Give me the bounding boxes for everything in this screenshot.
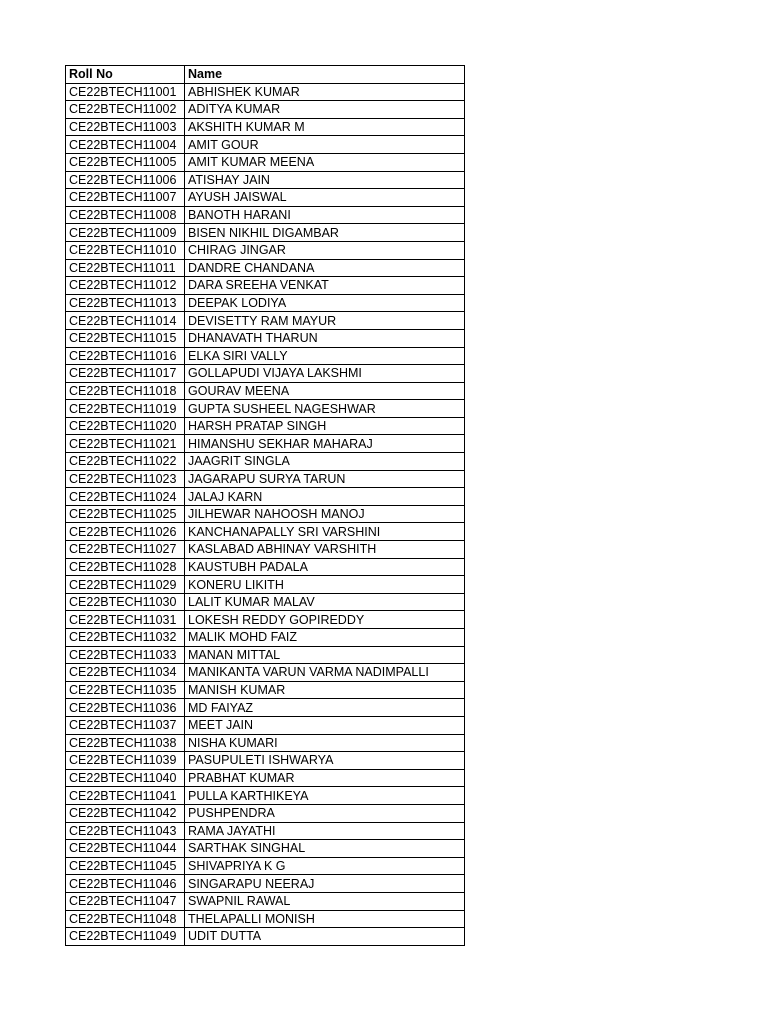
roll-no-cell: CE22BTECH11049 [66, 928, 185, 946]
roll-no-cell: CE22BTECH11018 [66, 382, 185, 400]
name-cell: NISHA KUMARI [185, 734, 465, 752]
roll-no-cell: CE22BTECH11045 [66, 857, 185, 875]
name-cell: MANISH KUMAR [185, 681, 465, 699]
table-row [66, 752, 465, 770]
name-cell: DEEPAK LODIYA [185, 294, 465, 312]
name-cell: JALAJ KARN [185, 488, 465, 506]
table-row [66, 417, 465, 435]
roll-no-cell: CE22BTECH11014 [66, 312, 185, 330]
table-row [66, 118, 465, 136]
name-cell: DEVISETTY RAM MAYUR [185, 312, 465, 330]
table-row [66, 629, 465, 647]
roll-no-cell: CE22BTECH11017 [66, 365, 185, 383]
table-row [66, 189, 465, 207]
name-cell: MEET JAIN [185, 716, 465, 734]
table-row [66, 277, 465, 295]
roll-no-cell: CE22BTECH11028 [66, 558, 185, 576]
table-row [66, 453, 465, 471]
roll-no-cell: CE22BTECH11041 [66, 787, 185, 805]
name-cell: AYUSH JAISWAL [185, 189, 465, 207]
name-cell: GUPTA SUSHEEL NAGESHWAR [185, 400, 465, 418]
name-cell: SARTHAK SINGHAL [185, 840, 465, 858]
name-cell: DANDRE CHANDANA [185, 259, 465, 277]
name-cell: DHANAVATH THARUN [185, 329, 465, 347]
table-row [66, 382, 465, 400]
name-cell: AKSHITH KUMAR M [185, 118, 465, 136]
name-cell: RAMA JAYATHI [185, 822, 465, 840]
roll-no-cell: CE22BTECH11010 [66, 241, 185, 259]
roll-no-cell: CE22BTECH11003 [66, 118, 185, 136]
table-row [66, 259, 465, 277]
roll-no-cell: CE22BTECH11035 [66, 681, 185, 699]
table-row [66, 101, 465, 119]
name-cell: HIMANSHU SEKHAR MAHARAJ [185, 435, 465, 453]
table-row [66, 171, 465, 189]
roll-no-cell: CE22BTECH11015 [66, 329, 185, 347]
name-cell: KASLABAD ABHINAY VARSHITH [185, 541, 465, 559]
table-row [66, 875, 465, 893]
name-cell: PULLA KARTHIKEYA [185, 787, 465, 805]
table-row [66, 541, 465, 559]
table-row [66, 857, 465, 875]
name-cell: KANCHANAPALLY SRI VARSHINI [185, 523, 465, 541]
name-cell: AMIT KUMAR MEENA [185, 153, 465, 171]
roll-no-cell: CE22BTECH11001 [66, 83, 185, 101]
name-cell: ABHISHEK KUMAR [185, 83, 465, 101]
name-cell: ELKA SIRI VALLY [185, 347, 465, 365]
name-cell: GOLLAPUDI VIJAYA LAKSHMI [185, 365, 465, 383]
table-row [66, 734, 465, 752]
roll-no-cell: CE22BTECH11008 [66, 206, 185, 224]
table-row [66, 769, 465, 787]
name-cell: MALIK MOHD FAIZ [185, 629, 465, 647]
roll-no-cell: CE22BTECH11004 [66, 136, 185, 154]
name-cell: SWAPNIL RAWAL [185, 892, 465, 910]
table-row [66, 822, 465, 840]
table-row [66, 681, 465, 699]
name-cell: ADITYA KUMAR [185, 101, 465, 119]
roll-no-cell: CE22BTECH11013 [66, 294, 185, 312]
table-row [66, 558, 465, 576]
roll-no-cell: CE22BTECH11007 [66, 189, 185, 207]
roll-no-cell: CE22BTECH11037 [66, 716, 185, 734]
name-cell: THELAPALLI MONISH [185, 910, 465, 928]
table-row [66, 611, 465, 629]
table-row [66, 646, 465, 664]
roll-no-cell: CE22BTECH11006 [66, 171, 185, 189]
roll-no-cell: CE22BTECH11046 [66, 875, 185, 893]
name-cell: PUSHPENDRA [185, 804, 465, 822]
roll-no-cell: CE22BTECH11019 [66, 400, 185, 418]
roll-no-cell: CE22BTECH11047 [66, 892, 185, 910]
header-row [66, 66, 465, 84]
table-row [66, 206, 465, 224]
roll-no-cell: CE22BTECH11039 [66, 752, 185, 770]
table-row [66, 294, 465, 312]
table-row [66, 435, 465, 453]
name-cell: JAAGRIT SINGLA [185, 453, 465, 471]
name-cell: DARA SREEHA VENKAT [185, 277, 465, 295]
table-row [66, 136, 465, 154]
roster-body [66, 83, 465, 945]
table-row [66, 892, 465, 910]
name-cell: LALIT KUMAR MALAV [185, 593, 465, 611]
roll-no-cell: CE22BTECH11009 [66, 224, 185, 242]
name-cell: SHIVAPRIYA K G [185, 857, 465, 875]
roll-no-cell: CE22BTECH11048 [66, 910, 185, 928]
table-row [66, 840, 465, 858]
name-cell: KONERU LIKITH [185, 576, 465, 594]
roll-no-cell: CE22BTECH11032 [66, 629, 185, 647]
table-row [66, 470, 465, 488]
roll-no-cell: CE22BTECH11024 [66, 488, 185, 506]
table-row [66, 928, 465, 946]
roll-no-cell: CE22BTECH11033 [66, 646, 185, 664]
name-cell: MANIKANTA VARUN VARMA NADIMPALLI [185, 664, 465, 682]
roll-no-cell: CE22BTECH11036 [66, 699, 185, 717]
table-row [66, 153, 465, 171]
roll-no-cell: CE22BTECH11043 [66, 822, 185, 840]
table-row [66, 664, 465, 682]
table-row [66, 365, 465, 383]
roll-no-cell: CE22BTECH11002 [66, 101, 185, 119]
table-row [66, 716, 465, 734]
roll-no-cell: CE22BTECH11027 [66, 541, 185, 559]
roll-no-cell: CE22BTECH11042 [66, 804, 185, 822]
name-cell: LOKESH REDDY GOPIREDDY [185, 611, 465, 629]
roll-no-cell: CE22BTECH11016 [66, 347, 185, 365]
roster-table [65, 65, 465, 946]
name-cell: BISEN NIKHIL DIGAMBAR [185, 224, 465, 242]
roll-no-cell: CE22BTECH11034 [66, 664, 185, 682]
name-cell: AMIT GOUR [185, 136, 465, 154]
table-row [66, 699, 465, 717]
roll-no-cell: CE22BTECH11012 [66, 277, 185, 295]
roll-no-cell: CE22BTECH11044 [66, 840, 185, 858]
table-row [66, 505, 465, 523]
name-cell: PASUPULETI ISHWARYA [185, 752, 465, 770]
column-header-name: Name [185, 66, 465, 84]
column-header-roll-no: Roll No [66, 66, 185, 84]
table-row [66, 329, 465, 347]
table-row [66, 593, 465, 611]
roll-no-cell: CE22BTECH11040 [66, 769, 185, 787]
name-cell: CHIRAG JINGAR [185, 241, 465, 259]
roll-no-cell: CE22BTECH11022 [66, 453, 185, 471]
name-cell: BANOTH HARANI [185, 206, 465, 224]
roll-no-cell: CE22BTECH11020 [66, 417, 185, 435]
table-row [66, 787, 465, 805]
roll-no-cell: CE22BTECH11031 [66, 611, 185, 629]
name-cell: ATISHAY JAIN [185, 171, 465, 189]
name-cell: MANAN MITTAL [185, 646, 465, 664]
table-row [66, 804, 465, 822]
table-row [66, 312, 465, 330]
roster-table-container [65, 65, 465, 946]
name-cell: KAUSTUBH PADALA [185, 558, 465, 576]
table-row [66, 910, 465, 928]
name-cell: PRABHAT KUMAR [185, 769, 465, 787]
table-row [66, 224, 465, 242]
roll-no-cell: CE22BTECH11026 [66, 523, 185, 541]
roll-no-cell: CE22BTECH11029 [66, 576, 185, 594]
table-row [66, 400, 465, 418]
table-row [66, 347, 465, 365]
name-cell: SINGARAPU NEERAJ [185, 875, 465, 893]
name-cell: MD FAIYAZ [185, 699, 465, 717]
roll-no-cell: CE22BTECH11038 [66, 734, 185, 752]
name-cell: JILHEWAR NAHOOSH MANOJ [185, 505, 465, 523]
name-cell: UDIT DUTTA [185, 928, 465, 946]
table-row [66, 241, 465, 259]
table-row [66, 83, 465, 101]
table-row [66, 523, 465, 541]
roll-no-cell: CE22BTECH11025 [66, 505, 185, 523]
name-cell: GOURAV MEENA [185, 382, 465, 400]
roll-no-cell: CE22BTECH11023 [66, 470, 185, 488]
name-cell: JAGARAPU SURYA TARUN [185, 470, 465, 488]
roll-no-cell: CE22BTECH11021 [66, 435, 185, 453]
roll-no-cell: CE22BTECH11005 [66, 153, 185, 171]
roll-no-cell: CE22BTECH11011 [66, 259, 185, 277]
name-cell: HARSH PRATAP SINGH [185, 417, 465, 435]
table-row [66, 576, 465, 594]
table-row [66, 488, 465, 506]
roll-no-cell: CE22BTECH11030 [66, 593, 185, 611]
